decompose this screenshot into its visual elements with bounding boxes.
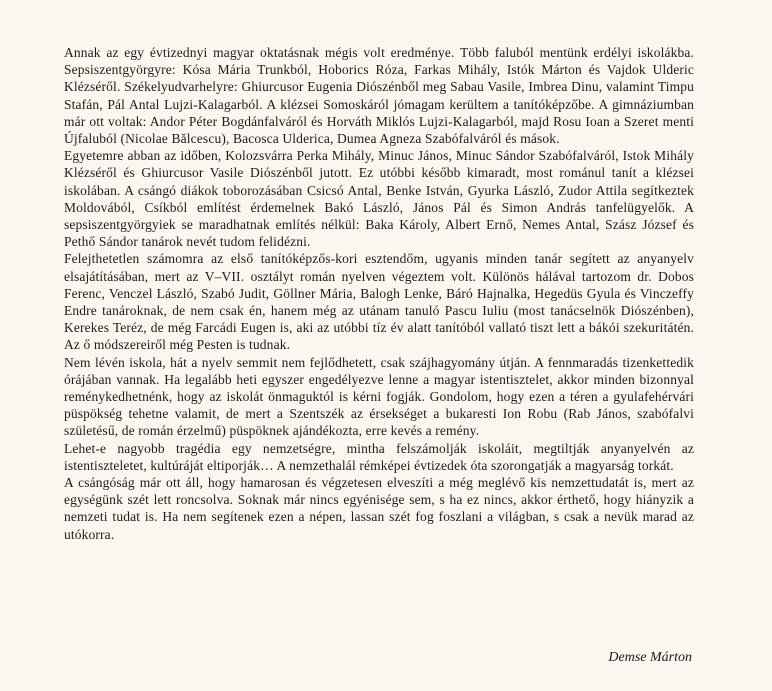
- paragraph-4: Nem lévén iskola, hát a nyelv semmit nem fejlődhetett, csak szájhagyomány útján. A fennmaradás tizenkettedik órájában vannak. Ha legalább heti egyszer engedélyezve lenne a magyar istentisztelet, akkor minden bizonnyal reménykedhetnénk, hogy az iskolát önmaguktól is kérni fogják. Gondolom, hogy ezen a téren a gyulafehérvári püspökség tehetne valamit, de mert a Szentszék az érsekséget a bukaresti Ion Robu (Rab János, szabófalvi születésű, de román érzelmű) püspöknek ajándékozta, erre kevés a remény.: [64, 354, 694, 439]
- paragraph-1: Annak az egy évtizednyi magyar oktatásnak mégis volt eredménye. Több faluból mentünk erdélyi iskolákba. Sepsiszentgyörgyre: Kósa Mária Trunkból, Hoborics Róza, Farkas Mihály, Istók Márton és Vajdok Ulderic Klézséről. Székelyudvarhelyre: Ghiurcusor Eugenia Diószénből meg Sabau Vasile, Imbrea Dinu, valamint Timpu Stafán, Pál Antal Lujzi-Kalagarból. A klézsei Somoskáról jómagam kerültem a tanítóképzőbe. A gimnáziumban már ott voltak: Andor Péter Bogdánfalváról és Horváth Miklós Lujzi-Kalagarból, majd Rosu Ioan a Szeret menti Újfaluból (Nicolae Bălcescu), Bacosca Ulderica, Dumea Agneza Szabófalváról és mások.: [64, 45, 694, 147]
- author-signature: Demse Márton: [608, 650, 692, 665]
- body-text: [64, 44, 694, 543]
- paragraph-3: Felejthetetlen számomra az első tanítóképzős-kori esztendőm, ugyanis minden tanár segített az anyanyelv elsajátításában, mert az V–VII. osztályt román nyelven végeztem volt. Különös hálával tartozom dr. Dobos Ferenc, Venczel László, Szabó Judit, Göllner Mária, Balogh Lenke, Báró Hajnalka, Hegedüs Gyula és Vinczeffy Endre tanároknak, de nem csak én, hanem még az utánam tanuló Pascu Iuliu (most tanácselnök Diószénben), Kerekes Teréz, de még Farcádi Eugen is, aki az utóbbi tíz év alatt tanítóból vallató tiszt lett a bákói szekuritátén. Az ő módszereiről még Pesten is tudnak.: [64, 251, 694, 353]
- paragraph-6: A csángóság már ott áll, hogy hamarosan és végzetesen elveszíti a még meglévő kis nemzettudatát is, mert az egységünk szét lett roncsolva. Soknak már nincs egyénisége sem, s ha ez nincs, akkor érthető, hogy hiányzik a nemzeti tudat is. Ha nem segítenek ezen a népen, lassan szét fog foszlani a világban, s csak a nevük marad az utókorra.: [64, 475, 694, 542]
- paragraph-2: Egyetemre abban az időben, Kolozsvárra Perka Mihály, Minuc János, Minuc Sándor Szabófalváról, Istok Mihály Klézséről és Ghiurcusor Vasile Diószénből jutott. Ez utóbbi később kimaradt, most románul tanít a klézsei iskolában. A csángó diákok toborozásában Csicsó Antal, Benke István, Gyurka László, Zudor Attila segítkeztek Moldovából, Csíkból említést érdemelnek Bakó László, János Pál és Simon András tanfelügyelők. A sepsiszentgyörgyiek se maradhatnak említés nélkül: Baka Károly, Albert Ernő, Nemes Antal, Szász József és Pethő Sándor tanárok nevét tudom felidézni.: [64, 148, 694, 250]
- paragraph-5: Lehet-e nagyobb tragédia egy nemzetségre, mintha felszámolják iskoláit, megtiltják anyanyelvén az istentiszteletet, kultúráját eltiporják… A nemzethalál rémképei évtizedek óta szorongatják a magyarság torkát.: [64, 440, 694, 473]
